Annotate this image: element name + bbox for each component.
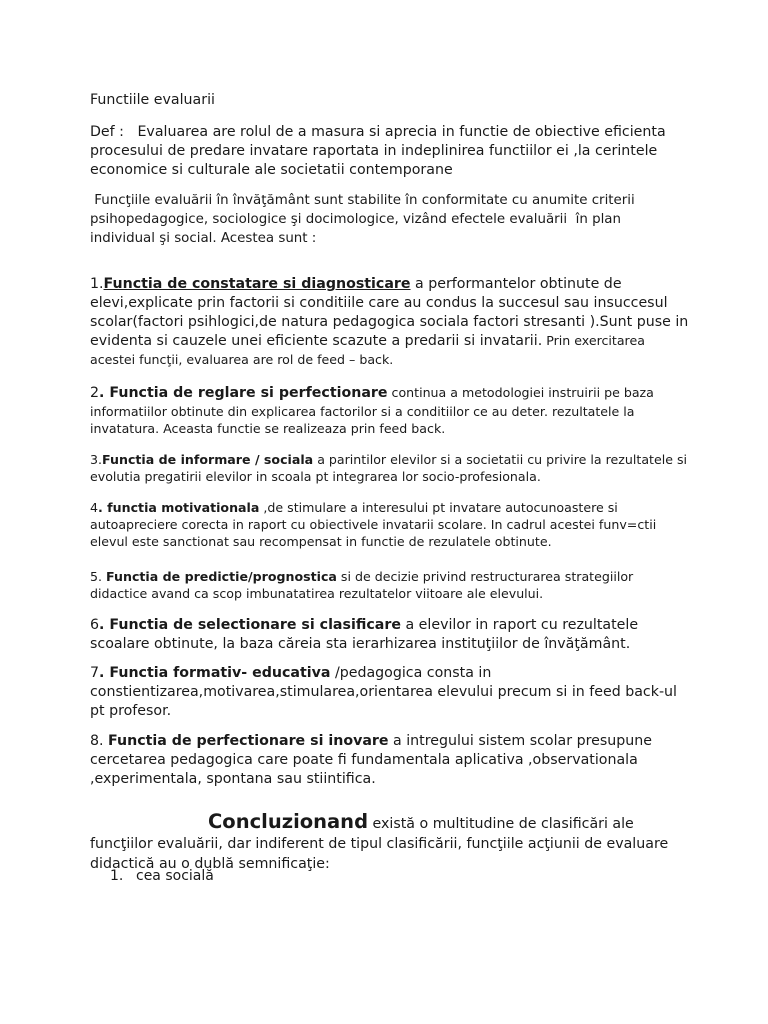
list-item: 1. cea socială: [110, 868, 214, 884]
def-text: Evaluarea are rolul de a masura si aprecia in functie de obiective eficienta procesului de predare invatare raportata in indeplinirea functiilor ei ,la cerintele economice si culturale ale societatii contemporane: [90, 124, 666, 178]
function-item-4: 4. functia motivationala ,de stimulare a interesului pt invatare autocunoastere si autoapreciere corecta in raport cu obiectivele invatarii scolare. In cadrul acestei funv=ctii elevul este sanctionat sau recompensat in functie de rezulatele obtinute.: [90, 500, 657, 549]
semnificatie-list: [110, 866, 214, 886]
item-7-label: . Functia formativ- educativa: [99, 665, 331, 681]
function-item-5: 5. Functia de predictie/prognostica si de decizie privind restructurarea strategiilor didactice avand ca scop imbunatatirea rezultatelor viitoare ale elevului.: [90, 569, 634, 601]
function-item-6: 6. Functia de selectionare si clasificare a elevilor in raport cu rezultatele scoalare obtinute, la baza căreia sta ierarhizarea instituţiilor de învăţământ.: [90, 617, 639, 652]
def-prefix: Def :: [90, 124, 138, 140]
item-2-label: . Functia de reglare si perfectionare: [99, 385, 388, 401]
function-item-2: 2. Functia de reglare si perfectionare continua a metodologiei instruirii pe baza informatiilor obtinute din explicarea factorilor si a conditiilor ce au deter. rezultatele la invatatura. Aceasta functie se realizeaza prin feed back.: [90, 385, 654, 436]
item-3-label: Functia de informare / sociala: [102, 452, 314, 467]
conclusion-heading: Concluzionand: [208, 810, 369, 833]
function-item-1: 1.Functia de constatare si diagnosticare a performantelor obtinute de elevi,explicate prin factorii si conditiile care au condus la succesul sau insuccesul scolar(factori psihlogici,de natura pedagogica sociala factori stresanti ).Sunt puse in evidenta si cauzele unei eficiente scazute a predarii si invatarii. Prin exercitarea acestei funcţii, evaluarea are rol de feed – back.: [90, 276, 689, 367]
function-item-3: 3.Functia de informare / sociala a parintilor elevilor si a societatii cu privire la rezultatele si evolutia pregatirii elevilor in scoala pt integrarea lor socio-profesionala.: [90, 452, 688, 484]
item-5-label: Functia de predictie/prognostica: [106, 569, 337, 584]
item-1-label: Functia de constatare si diagnosticare: [103, 276, 411, 292]
item-4-label: . functia motivationala: [98, 500, 260, 515]
conclusion-paragraph: [90, 812, 690, 874]
doc-title: Functiile evaluarii: [90, 92, 215, 108]
item-6-label: . Functia de selectionare si clasificare: [99, 617, 401, 633]
conclusion-text: există o multitudine de clasificări ale funcţiilor evaluării, dar indiferent de tipul clasificării, funcţiile acţiunii de evaluare didactică au o dublă semnificaţie:: [90, 816, 669, 872]
item-8-label: Functia de perfectionare si inovare: [108, 733, 389, 749]
function-item-8: 8. Functia de perfectionare si inovare a intregului sistem scolar presupune cercetarea pedagogica care poate fi fundamentala aplicativa ,observationala ,experimentala, spontana sau stiintifica.: [90, 733, 652, 787]
definition-paragraph: [90, 123, 690, 180]
intro-paragraph: Funcţiile evaluării în învăţământ sunt stabilite în conformitate cu anumite criterii psihopedagogice, sociologice şi docimologice, vizând efectele evaluării în plan individual şi social. Acestea sunt :: [90, 193, 639, 246]
function-item-7: 7. Functia formativ- educativa /pedagogica consta in constientizarea,motivarea,stimularea,orientarea elevului precum si in feed back-ul pt profesor.: [90, 665, 677, 719]
